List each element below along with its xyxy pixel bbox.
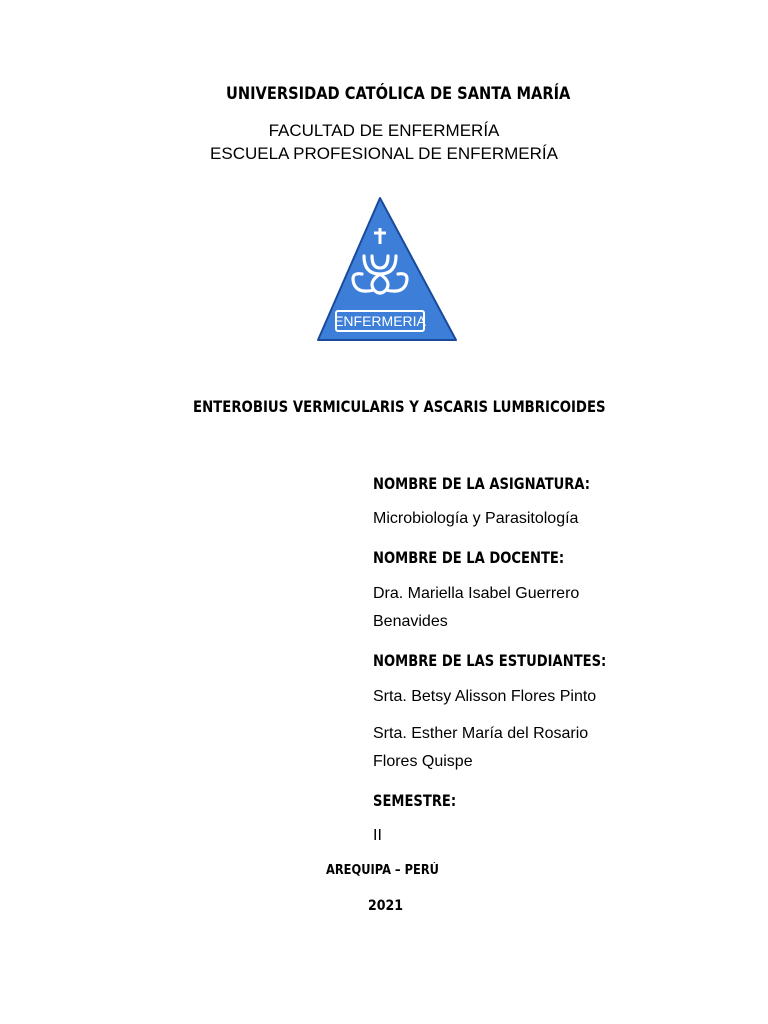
year: 2021 [368, 898, 404, 914]
teacher-value-line2: Benavides [373, 613, 448, 630]
student-2-line1: Srta. Esther María del Rosario [373, 725, 589, 742]
school-name: ESCUELA PROFESIONAL DE ENFERMERÍA [210, 144, 558, 163]
student-1: Srta. Betsy Alisson Flores Pinto [373, 688, 597, 705]
student-2-line2: Flores Quispe [373, 753, 473, 770]
university-name: UNIVERSIDAD CATÓLICA DE SANTA MARÍA [226, 84, 571, 104]
teacher-value-line1: Dra. Mariella Isabel Guerrero [373, 585, 580, 602]
subject-value: Microbiología y Parasitología [373, 510, 579, 527]
nursing-logo [314, 194, 460, 346]
logo-text: ENFERMERIA [334, 313, 426, 329]
teacher-label: NOMBRE DE LA DOCENTE: [373, 548, 565, 567]
semester-value: II [373, 827, 382, 844]
subject-label: NOMBRE DE LA ASIGNATURA: [373, 474, 591, 493]
students-label: NOMBRE DE LAS ESTUDIANTES: [373, 651, 607, 670]
city-country: AREQUIPA – PERÚ [326, 863, 439, 878]
document-title: ENTEROBIUS VERMICULARIS Y ASCARIS LUMBRICOIDES [193, 397, 606, 416]
faculty-name: FACULTAD DE ENFERMERÍA [268, 121, 500, 140]
semester-label: SEMESTRE: [373, 791, 457, 810]
